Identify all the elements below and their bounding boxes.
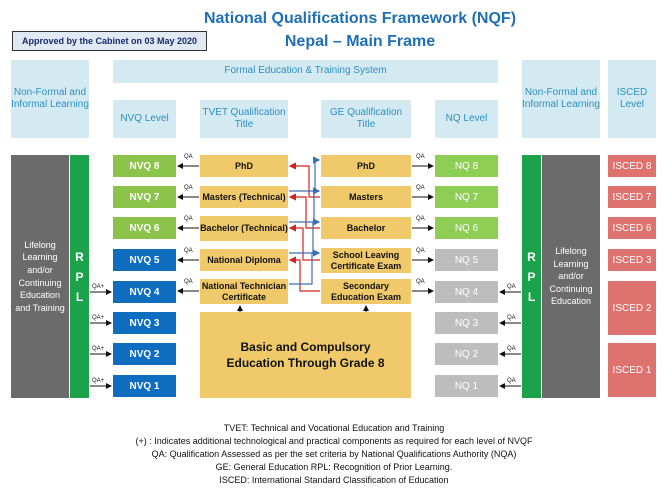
header-formal-system: Formal Education & Training System: [113, 60, 498, 83]
tvet-phd: PhD: [200, 155, 288, 177]
nvq-6: NVQ 6: [113, 217, 176, 239]
rpl-letter: L: [527, 289, 536, 304]
title-line2: Nepal – Main Frame: [284, 33, 436, 50]
qa-label: QA: [416, 185, 425, 191]
isced-3: ISCED 3: [608, 249, 656, 271]
qa-label: QA: [184, 154, 193, 160]
tvet-bachelor: Bachelor (Technical): [200, 216, 288, 241]
qa-label: QA: [184, 279, 193, 285]
isced-2: ISCED 2: [608, 281, 656, 335]
legend-line: (+) : Indicates additional technological and practical components as required for each level of NVQF: [135, 436, 533, 446]
nq-8: NQ 8: [435, 155, 498, 177]
ge-secondary: Secondary Education Exam: [321, 279, 411, 304]
isced-1: ISCED 1: [608, 343, 656, 397]
approval-note: Approved by the Cabinet on 03 May 2020: [12, 31, 207, 51]
isced-8: ISCED 8: [608, 155, 656, 177]
qa-label: QA: [507, 284, 516, 290]
qa-plus-label: QA+: [92, 284, 105, 290]
nvq-8: NVQ 8: [113, 155, 176, 177]
header-nq-level: NQ Level: [435, 100, 498, 138]
rpl-letter: P: [75, 269, 84, 284]
lifelong-learning-left: Lifelong Learning and/or Continuing Education and Training: [11, 155, 69, 398]
header-tvet-title: TVET Qualification Title: [200, 100, 288, 138]
pathway-arrow-tvet-to-ge: [289, 160, 319, 191]
rpl-letter: R: [527, 249, 536, 264]
qa-label: QA: [416, 154, 425, 160]
isced-6: ISCED 6: [608, 217, 656, 239]
rpl-letter: L: [75, 289, 84, 304]
nvq-2: NVQ 2: [113, 343, 176, 365]
tvet-masters: Masters (Technical): [200, 186, 288, 208]
ge-phd: PhD: [321, 155, 411, 177]
qa-plus-label: QA+: [92, 378, 105, 384]
header-ge-title: GE Qualification Title: [321, 100, 411, 138]
nvq-5: NVQ 5: [113, 249, 176, 271]
lifelong-learning-right: Lifelong Learning and/or Continuing Education: [542, 155, 600, 398]
header-non-formal-right: Non-Formal and Informal Learning: [522, 60, 600, 138]
tvet-national-diploma: National Diploma: [200, 249, 288, 271]
legend-line: QA: Qualification Assessed as per the set criteria by National Qualifications Authority (NQA): [151, 449, 517, 459]
pathway-arrow-tvet-to-ge: [289, 253, 319, 284]
legend-line: ISCED: International Standard Classification of Education: [219, 475, 449, 485]
nq-6: NQ 6: [435, 217, 498, 239]
ge-masters: Masters: [321, 186, 411, 208]
nvq-7: NVQ 7: [113, 186, 176, 208]
basic-education: Basic and Compulsory Education Through Grade 8: [200, 312, 411, 398]
isced-7: ISCED 7: [608, 186, 656, 208]
nq-1: NQ 1: [435, 375, 498, 397]
legend-line: GE: General Education RPL: Recognition of Prior Learning.: [215, 462, 453, 472]
qa-plus-label: QA+: [92, 315, 105, 321]
header-non-formal-left: Non-Formal and Informal Learning: [11, 60, 89, 138]
nvq-4: NVQ 4: [113, 281, 176, 303]
legend-line: TVET: Technical and Vocational Education and Training: [223, 423, 445, 433]
qa-label: QA: [184, 185, 193, 191]
nq-5: NQ 5: [435, 249, 498, 271]
rpl-letter: R: [75, 249, 84, 264]
qa-label: QA: [507, 346, 516, 352]
qa-plus-label: QA+: [92, 346, 105, 352]
nq-7: NQ 7: [435, 186, 498, 208]
qa-label: QA: [507, 315, 516, 321]
rpl-letter: P: [527, 269, 536, 284]
qa-label: QA: [507, 378, 516, 384]
nvq-3: NVQ 3: [113, 312, 176, 334]
qa-label: QA: [416, 248, 425, 254]
qa-label: QA: [184, 216, 193, 222]
nq-2: NQ 2: [435, 343, 498, 365]
nq-4: NQ 4: [435, 281, 498, 303]
header-nvq-level: NVQ Level: [113, 100, 176, 138]
nvq-1: NVQ 1: [113, 375, 176, 397]
qa-label: QA: [184, 248, 193, 254]
pathway-arrow-tvet-to-ge: [289, 191, 319, 222]
ge-school-leaving: School Leaving Certificate Exam: [321, 248, 411, 273]
qa-label: QA: [416, 216, 425, 222]
pathway-arrow-ge-to-tvet: [290, 197, 320, 228]
header-isced-level: ISCED Level: [608, 60, 656, 138]
pathway-arrow-ge-to-tvet: [290, 228, 320, 260]
tvet-technician-certificate: National Technician Certificate: [200, 279, 288, 304]
qa-label: QA: [416, 279, 425, 285]
ge-bachelor: Bachelor: [321, 217, 411, 239]
title-line1: National Qualifications Framework (NQF): [203, 10, 517, 27]
nq-3: NQ 3: [435, 312, 498, 334]
pathway-arrow-ge-to-tvet: [290, 260, 320, 291]
pathway-arrow-tvet-to-ge: [289, 222, 319, 253]
